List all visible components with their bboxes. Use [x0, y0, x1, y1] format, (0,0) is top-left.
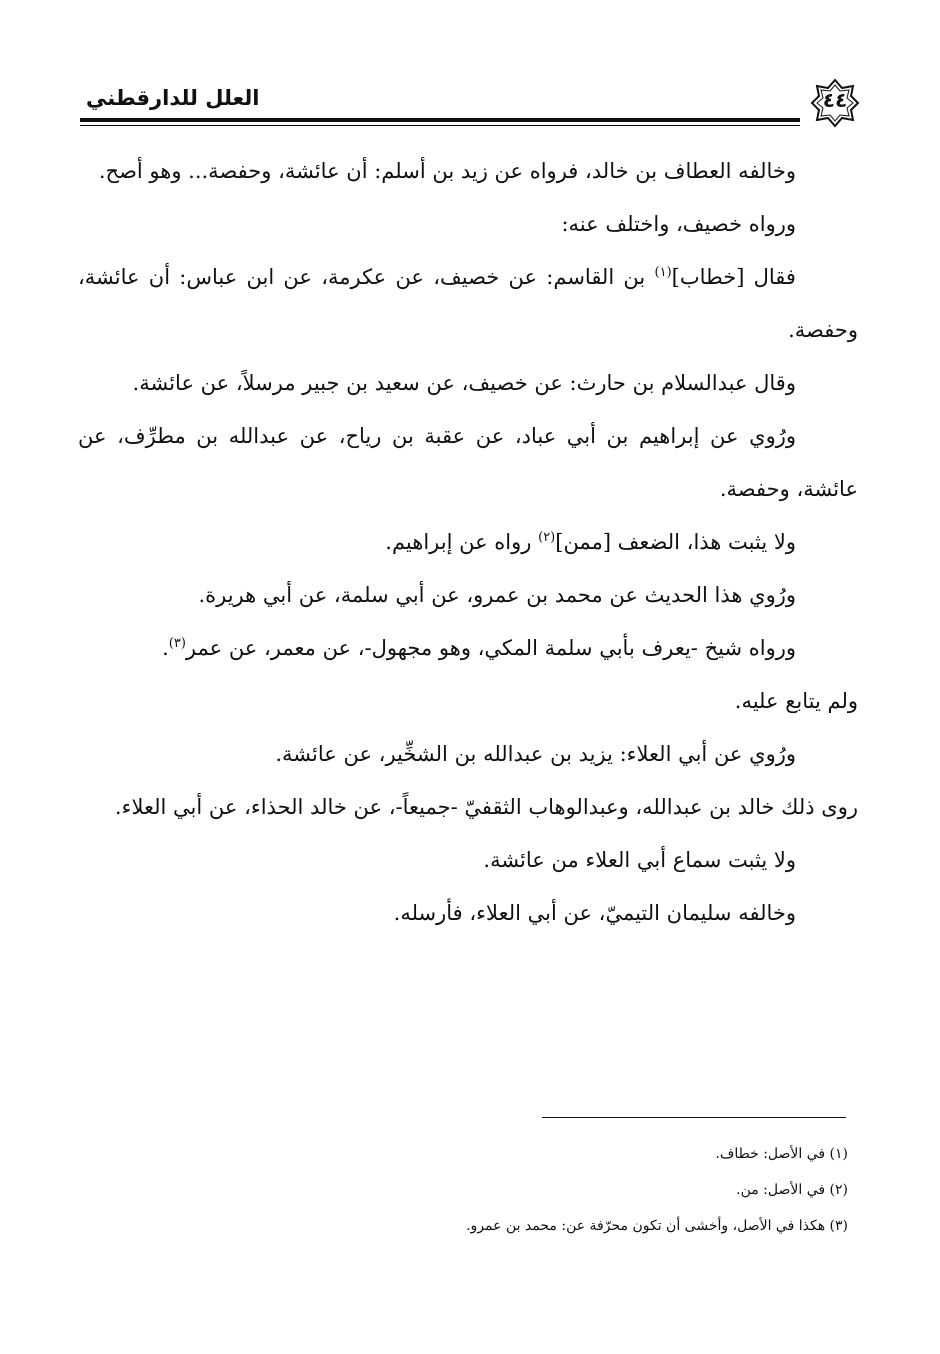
paragraph-text: .: [162, 636, 169, 660]
paragraph: وخالفه سليمان التيميّ، عن أبي العلاء، فأرسله.: [393, 901, 796, 925]
paragraph: [78, 516, 858, 569]
footnote-ref: (٢): [538, 530, 556, 545]
footnote-separator: [542, 1117, 846, 1118]
paragraph-text: فقال [خطاب]: [671, 265, 796, 289]
footnote: (٣) هكذا في الأصل، وأخشى أن تكون محرّفة عن: محمد بن عمرو.: [466, 1218, 848, 1234]
paragraph-text: رواه عن إبراهيم.: [385, 530, 532, 554]
paragraph-text: ورواه شيخ -يعرف بأبي سلمة المكي، وهو مجهول-، عن معمر، عن عمر: [185, 636, 796, 660]
paragraph: وقال عبدالسلام بن حارث: عن خصيف، عن سعيد بن جبير مرسلاً، عن عائشة.: [132, 371, 796, 395]
paragraph: ورُوي عن إبراهيم بن أبي عباد، عن عقبة بن رياح، عن عبدالله بن مطرِّف، عن عائشة، وحفصة.: [78, 424, 858, 501]
footnote: (٢) في الأصل: من.: [736, 1182, 848, 1198]
paragraph: [78, 622, 858, 675]
paragraph: ورواه خصيف، واختلف عنه:: [561, 212, 796, 236]
paragraph-text: ولا يثبت هذا، الضعف [ممن]: [555, 530, 796, 554]
footnote: (١) في الأصل: خطاف.: [715, 1146, 848, 1162]
paragraph: ولم يتابع عليه.: [734, 689, 858, 713]
book-title: العلل للدارقطني: [86, 86, 260, 110]
paragraph: ورُوي عن أبي العلاء: يزيد بن عبدالله بن الشخِّير، عن عائشة.: [275, 742, 796, 766]
footnotes: [300, 1136, 848, 1244]
page-number: ٤٤: [822, 88, 848, 112]
paragraph: ورُوي هذا الحديث عن محمد بن عمرو، عن أبي سلمة، عن أبي هريرة.: [198, 583, 796, 607]
paragraph: ولا يثبت سماع أبي العلاء من عائشة.: [483, 848, 796, 872]
header-rule: [80, 118, 800, 122]
footnote-ref: (١): [654, 265, 672, 280]
paragraph-text: بن القاسم: عن خصيف، عن عكرمة، عن ابن عباس: أن عائشة، وحفصة.: [78, 265, 858, 342]
main-text: [78, 145, 858, 940]
paragraph: [78, 251, 858, 357]
paragraph: وخالفه العطاف بن خالد، فرواه عن زيد بن أسلم: أن عائشة، وحفصة... وهو أصح.: [98, 159, 796, 183]
header-rule-thin: [80, 125, 800, 126]
footnote-ref: (٣): [168, 636, 186, 651]
page-number-badge: [810, 78, 860, 128]
paragraph: روى ذلك خالد بن عبدالله، وعبدالوهاب الثقفيّ -جميعاً-، عن خالد الحذاء، عن أبي العلاء.: [114, 795, 858, 819]
